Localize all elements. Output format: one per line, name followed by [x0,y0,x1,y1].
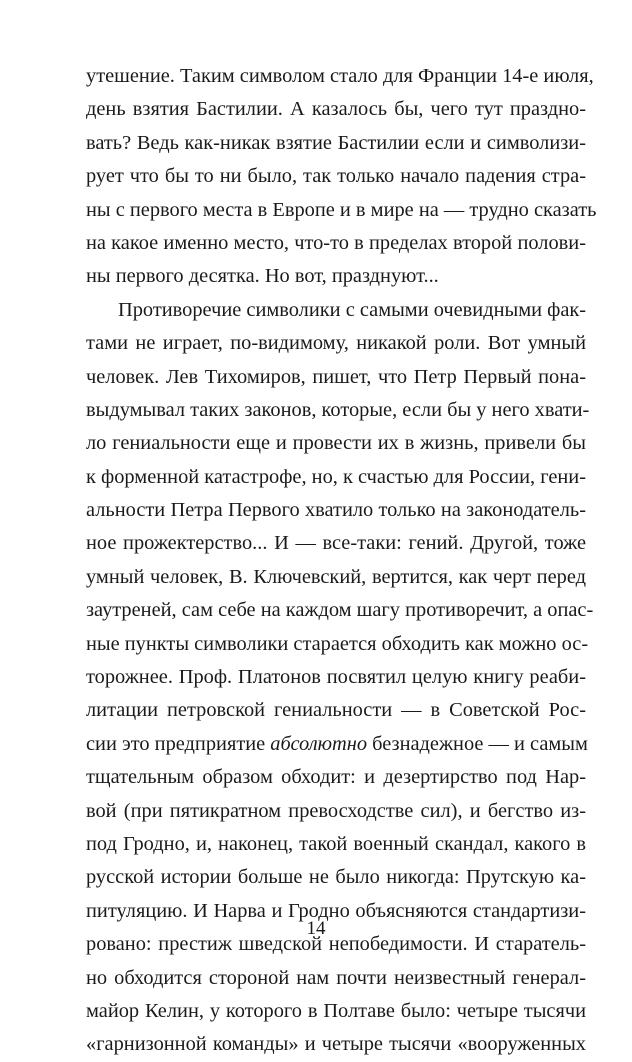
text-line: заутреней, сам себе на каждом шагу противоречит, а опас- [86,599,594,622]
text-line: рует что бы то ни было, так только начало падения стра- [86,165,586,188]
text-line: тами не играет, по-видимому, никакой роли. Вот умный [86,332,586,355]
text-line: ны первого десятка. Но вот, празднуют... [86,265,439,288]
text-line: русской истории больше не было никогда: Прутскую ка- [86,866,586,889]
text-line: умный человек, В. Ключевский, вертится, как черт перед [86,565,586,588]
text-line: торожнее. Проф. Платонов посвятил целую книгу реаби- [86,666,586,689]
page-number: 14 [306,918,326,939]
text-line: ровано: престиж шведской непобедимости. И старатель- [86,933,586,956]
text-line: вать? Ведь как-никак взятие Бастилии если и символизи- [86,131,586,154]
text-line: ны с первого места в Европе и в мире на — трудно сказать [86,198,597,221]
text-line: Противоречие символики с самыми очевидными фак- [118,298,587,321]
body-text [86,60,597,1062]
text-line: день взятия Бастилии. А казалось бы, чего тут праздно- [86,98,586,121]
text-segment: безнадежное — и самым [367,732,588,755]
text-line: питуляцию. И Нарва и Гродно объясняются стандартизи- [86,899,586,922]
text-line: утешение. Таким символом стало для Франции 14-е июля, [86,65,594,87]
text-line: вой (при пятикратном превосходстве сил), и бегство из- [86,799,586,822]
text-line: но обходится стороной нам почти неизвестный генерал- [86,966,586,989]
text-line: литации петровской гениальности — в Советской Рос- [86,699,586,722]
text-line: человек. Лев Тихомиров, пишет, что Петр Первый пона- [86,365,586,388]
text-line: ное прожектерство... И — все-таки: гений. Другой, тоже [86,532,586,555]
text-line: к форменной катастрофе, но, к счастью для России, гени- [86,465,586,488]
text-segment: сии это предприятие [86,732,271,755]
text-line: тщательным образом обходит: и дезертирство под Нар- [86,766,586,789]
text-line: выдумывал таких законов, которые, если бы у него хвати- [86,398,590,421]
text-line: на какое именно место, что-то в пределах второй полови- [86,231,586,254]
text-line: ные пункты символики старается обходить как можно ос- [86,632,589,655]
text-line-with-emphasis [86,728,586,761]
text-line: альности Петра Первого хватило только на законодатель- [86,499,586,522]
text-line: ло гениальности еще и провести их в жизнь, привели бы [86,432,586,455]
text-line: «гарнизонной команды» и четыре тысячи «вооруженных [86,1033,586,1056]
text-line: майор Келин, у которого в Полтаве было: четыре тысячи [86,999,586,1022]
text-line: под Гродно, и, наконец, такой военный скандал, какого в [86,832,586,855]
emphasis: абсолютно [270,732,368,755]
